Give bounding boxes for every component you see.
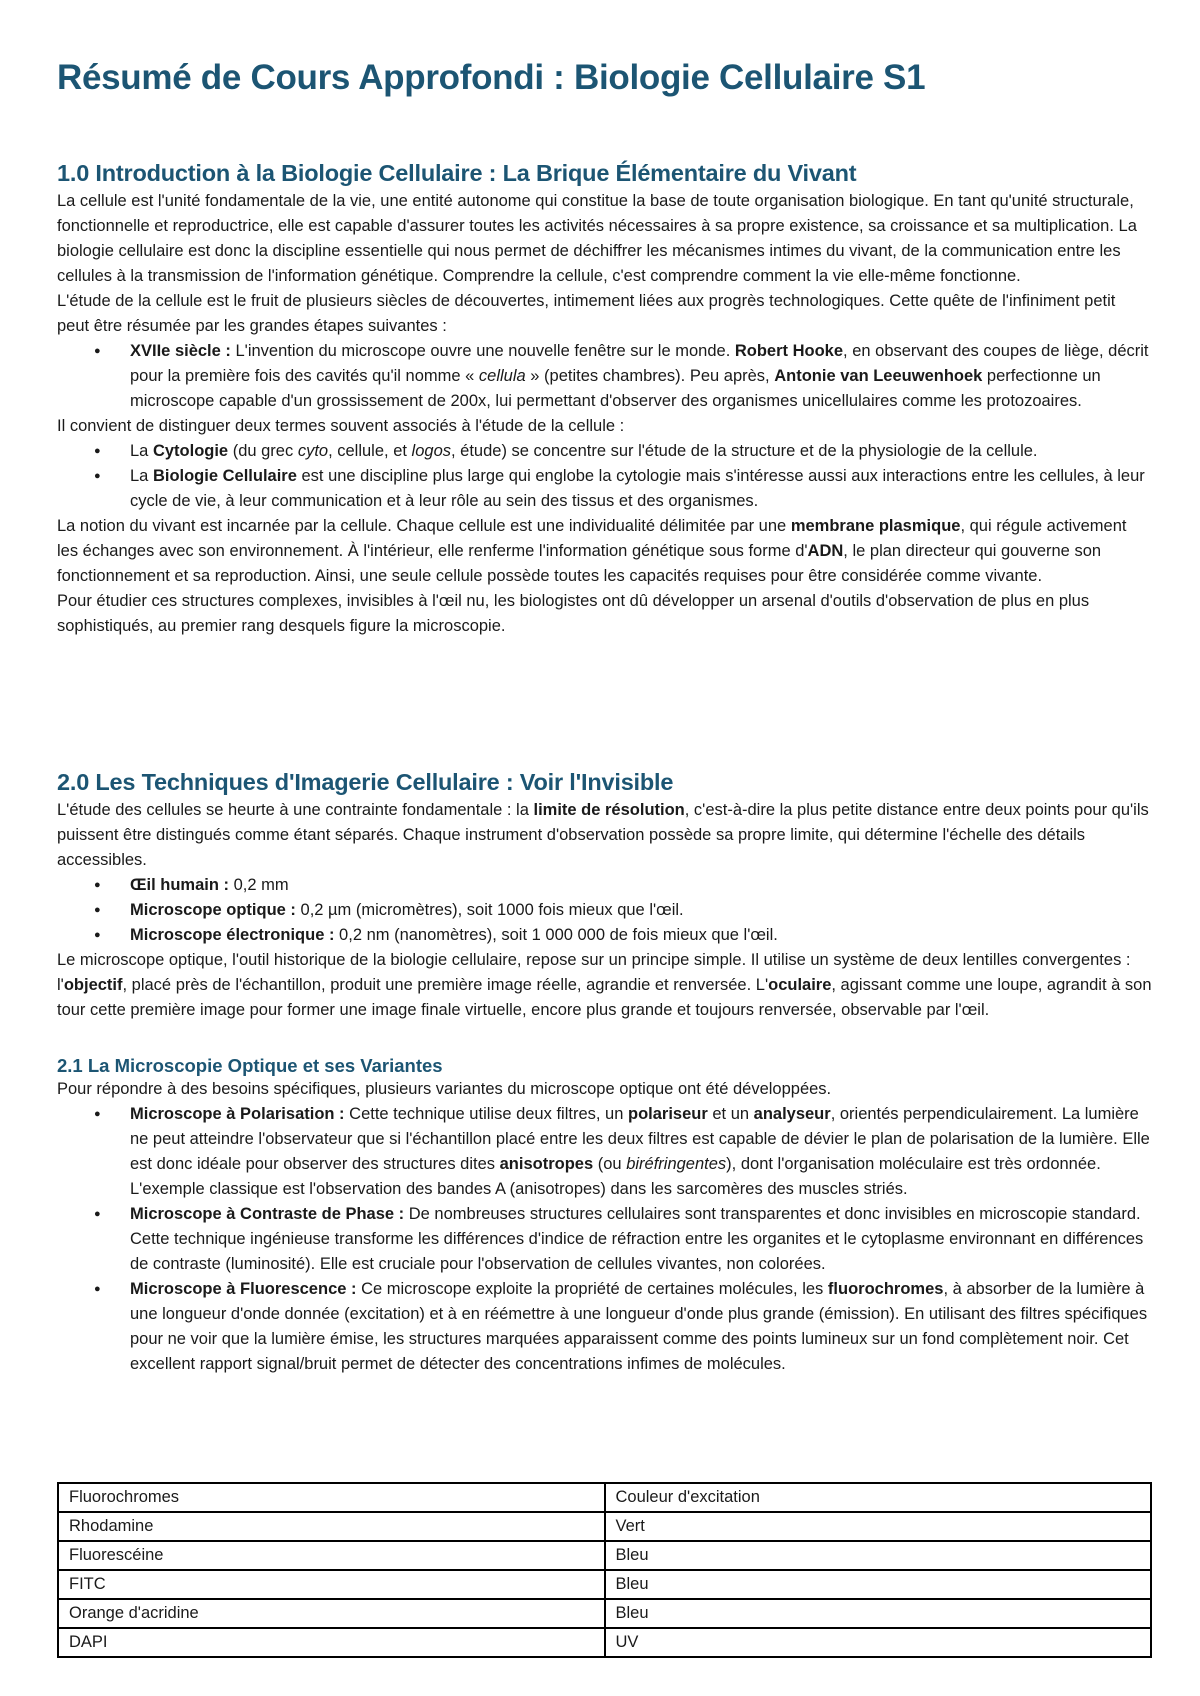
section-imaging xyxy=(57,769,1152,1023)
table-cell: Bleu xyxy=(605,1541,1152,1570)
table-cell: Rhodamine xyxy=(58,1512,605,1541)
list-item: ● Microscope à Contraste de Phase : De nombreuses structures cellulaires sont transparentes et donc invisibles en microscopie standard. Cette technique ingénieuse transforme les différences d'indice de réfraction entre les organites et le cytoplasme environnant en différences de contraste (luminosité). Elle est cruciale pour l'observation de cellules vivantes, non colorées. xyxy=(130,1202,1152,1277)
paragraph: Le microscope optique, l'outil historique de la biologie cellulaire, repose sur un principe simple. Il utilise un système de deux lentilles convergentes : l'objectif, placé près de l'échantillon, produit une première image réelle, agrandie et renversée. L'oculaire, agissant comme une loupe, agrandit à son tour cette première image pour former une image finale virtuelle, encore plus grande et toujours renversée, observable par l'œil. xyxy=(57,951,1152,1019)
table-cell: Vert xyxy=(605,1512,1152,1541)
fluorochrome-table xyxy=(57,1482,1152,1658)
paragraph: La cellule est l'unité fondamentale de la vie, une entité autonome qui constitue la base de toute organisation biologique. En tant qu'unité structurale, fonctionnelle et reproductrice, elle est capable d'assurer toutes les activités nécessaires à sa propre existence, sa croissance et sa multiplication. La biologie cellulaire est donc la discipline essentielle qui nous permet de déchiffrer les mécanismes intimes du vivant, de la communication entre les cellules à la transmission de l'information génétique. Comprendre la cellule, c'est comprendre comment la vie elle-même fonctionne. xyxy=(57,192,1137,285)
table-cell: Fluorescéine xyxy=(58,1541,605,1570)
subsection-optical-microscopy xyxy=(57,1055,1152,1377)
resolution-list xyxy=(57,873,1152,948)
list-item: ● La Biologie Cellulaire est une discipline plus large qui englobe la cytologie mais s'intéresse aussi aux interactions entre les cellules, à leur cycle de vie, à leur communication et à leur rôle au sein des tissus et des organismes. xyxy=(130,464,1152,514)
table-row xyxy=(58,1599,1151,1628)
section-introduction xyxy=(57,160,1152,639)
list-item: ● XVIIe siècle : L'invention du microscope ouvre une nouvelle fenêtre sur le monde. Robert Hooke, en observant des coupes de liège, décrit pour la première fois des cavités qu'il nomme « cellula » (petites chambres). Peu après, Antonie van Leeuwenhoek perfectionne un microscope capable d'un grossissement de 200x, lui permettant d'observer des organismes unicellulaires comme les protozoaires. xyxy=(130,339,1152,414)
list-item: ● La Cytologie (du grec cyto, cellule, et logos, étude) se concentre sur l'étude de la structure et de la physiologie de la cellule. xyxy=(130,439,1152,464)
table-cell: Bleu xyxy=(605,1570,1152,1599)
document-title: Résumé de Cours Approfondi : Biologie Cellulaire S1 xyxy=(57,58,926,97)
list-item: ● Microscope à Polarisation : Cette technique utilise deux filtres, un polariseur et un analyseur, orientés perpendiculairement. La lumière ne peut atteindre l'observateur que si l'échantillon placé entre les deux filtres est capable de dévier le plan de polarisation de la lumière. Elle est donc idéale pour observer des structures dites anisotropes (ou biréfringentes), dont l'organisation moléculaire est très ordonnée. L'exemple classique est l'observation des bandes A (anisotropes) dans les sarcomères des muscles striés. xyxy=(130,1102,1152,1202)
list-item: ● Œil humain : 0,2 mm xyxy=(130,873,1152,898)
table-header-row xyxy=(58,1483,1151,1512)
table-row xyxy=(58,1628,1151,1657)
section-heading: 1.0 Introduction à la Biologie Cellulaire : La Brique Élémentaire du Vivant xyxy=(57,160,857,186)
paragraph: L'étude de la cellule est le fruit de plusieurs siècles de découvertes, intimement liées aux progrès technologiques. Cette quête de l'infiniment petit peut être résumée par les grandes étapes suivantes : xyxy=(57,292,1116,335)
table-header-cell: Couleur d'excitation xyxy=(605,1483,1152,1512)
table-cell: Orange d'acridine xyxy=(58,1599,605,1628)
section-heading: 2.0 Les Techniques d'Imagerie Cellulaire : Voir l'Invisible xyxy=(57,769,674,795)
paragraph: Pour répondre à des besoins spécifiques, plusieurs variantes du microscope optique ont été développées. xyxy=(57,1080,832,1098)
paragraph: L'étude des cellules se heurte à une contrainte fondamentale : la limite de résolution, c'est-à-dire la plus petite distance entre deux points pour qu'ils puissent être distingués comme étant séparés. Chaque instrument d'observation possède sa propre limite, qui détermine l'échelle des détails accessibles. xyxy=(57,801,1149,869)
table-cell: DAPI xyxy=(58,1628,605,1657)
table-header-cell: Fluorochromes xyxy=(58,1483,605,1512)
table-row xyxy=(58,1570,1151,1599)
paragraph: Pour étudier ces structures complexes, invisibles à l'œil nu, les biologistes ont dû développer un arsenal d'outils d'observation de plus en plus sophistiqués, au premier rang desquels figure la microscopie. xyxy=(57,592,1090,635)
list-item: ● Microscope électronique : 0,2 nm (nanomètres), soit 1 000 000 de fois mieux que l'œil. xyxy=(130,923,1152,948)
list-item: ● Microscope optique : 0,2 µm (micromètres), soit 1000 fois mieux que l'œil. xyxy=(130,898,1152,923)
table-cell: UV xyxy=(605,1628,1152,1657)
paragraph: Il convient de distinguer deux termes souvent associés à l'étude de la cellule : xyxy=(57,417,625,435)
table-cell: Bleu xyxy=(605,1599,1152,1628)
list-item: ● Microscope à Fluorescence : Ce microscope exploite la propriété de certaines molécules, les fluorochromes, à absorber de la lumière à une longueur d'onde donnée (excitation) et à en réémettre à une longueur d'onde plus grande (émission). En utilisant des filtres spécifiques pour ne voir que la lumière émise, les structures marquées apparaissent comme des points lumineux sur un fond complètement noir. Cet excellent rapport signal/bruit permet de détecter des concentrations infimes de molécules. xyxy=(130,1277,1152,1377)
subsection-heading: 2.1 La Microscopie Optique et ses Variantes xyxy=(57,1055,443,1076)
history-list xyxy=(57,339,1152,414)
definition-list xyxy=(57,439,1152,514)
table-row xyxy=(58,1541,1151,1570)
paragraph: La notion du vivant est incarnée par la cellule. Chaque cellule est une individualité délimitée par une membrane plasmique, qui régule activement les échanges avec son environnement. À l'intérieur, elle renferme l'information génétique sous forme d'ADN, le plan directeur qui gouverne son fonctionnement et sa reproduction. Ainsi, une seule cellule possède toutes les capacités requises pour être considérée comme vivante. xyxy=(57,517,1127,585)
table-cell: FITC xyxy=(58,1570,605,1599)
table-row xyxy=(58,1512,1151,1541)
microscope-variants-list xyxy=(57,1102,1152,1377)
